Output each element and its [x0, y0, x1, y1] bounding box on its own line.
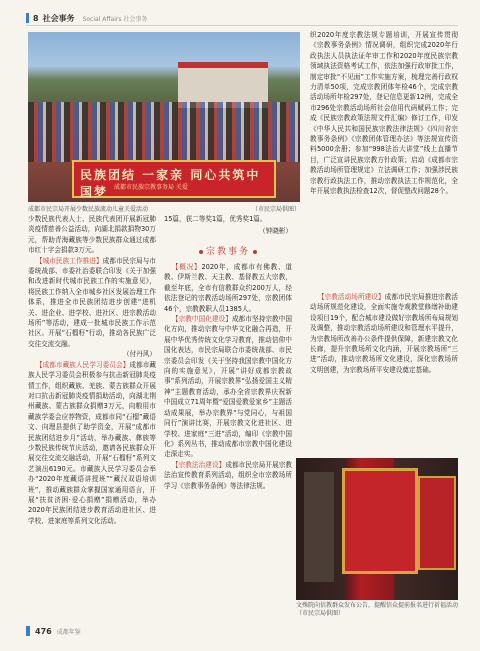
- col3-paragraph-1: 织2020年度宗教法规专题培训，开展宣传贯彻《宗教事务条例》情况调研，组织完成2020年行政执法人员执法证年审工作和2020年度民族宗教领域执法资格考试工作，依法加强行政审批工作，制定审批“不见面”工作实施方案，梳理完善行政权力清单50项，完成宗教团体年检46个，完成宗教活动场所年检297处，登记信息更新12例，完成全市296处宗教活动场所社会信用代码赋码工作；完成《民族宗教政策法规文件汇编》修订工作，印发《中华人民共和国民族宗教法律法规》《四川省宗教事务条例》《宗教团体管理办法》等法规宣传资料5000余册；参加“998法治大讲堂”线上直播节目，广泛宣讲民族宗教方针政策；启动《成都市宗教活动场所管理规定》立法调研工作；加强涉民族宗教行政执法工作，推动宗教执法工作规范化，全年开展宗教执法检查12次，督促整改问题28个。: [310, 31, 458, 196]
- section-dot-right-icon: [253, 250, 257, 254]
- column-two: [164, 262, 292, 622]
- caption-text: 成都市民宗局开展少数民族流动儿童关爱活动: [28, 206, 149, 213]
- col2-top-credit: （钟晓彬）: [259, 227, 292, 235]
- column-two-credit: [164, 226, 292, 238]
- col1-heading-2: 【成都市藏族人民学习委员会】: [35, 360, 130, 369]
- col2-heading-3: 【宗教法治建设】: [171, 460, 226, 469]
- col3-heading-2: 【宗教活动场所建设】: [317, 293, 385, 301]
- col1-paragraph-1: 成都市民宗局与市委统战部、市委社治委联合印发《关于加强和改进新时代城市民族工作的实施意见》，将民族工作纳入全市城乡社区发展治理工作体系，推进全市民族团结进步创建“进机关、进企业、进学校、进社区、进宗教活动场所”等活动，建成一批城市民族工作示范社区。开展“石榴籽”行动，推动各民族广泛交往交流交融。: [28, 256, 156, 348]
- col2-top-text: 15篇，获二等奖1篇，优秀奖1篇。: [164, 215, 267, 223]
- banner-subtext: 成都市民族宗教事务局 关爱: [114, 184, 188, 191]
- header-page-number: 8: [33, 13, 39, 23]
- footer-accent-bar: [26, 626, 30, 636]
- caption-credit: （市民宗局供图）: [251, 206, 300, 213]
- column-one: [28, 214, 156, 622]
- header-section: 社会事务: [42, 13, 75, 23]
- photo-red-board-side: [418, 476, 456, 570]
- footer-magazine-name: 成都年鉴: [56, 628, 81, 636]
- banner-text: 民族团结 一家亲 同心共筑中国梦: [80, 168, 261, 199]
- page-footer: [26, 626, 81, 636]
- col2-paragraph-2: 成都市坚持宗教中国化方向，推动宗教与中华文化融合再造，开展中华优秀传统文化学习教育，推动信仰中国化表达，市民宗局联合市委统战部、市民宗委员会印发《关于坚持我国宗教中国化方向的实施意见》，开展“讲好成都宗教故事”系列活动，开展宗教界“弘扬爱国主义精神”主题教育活动，承办全省宗教界庆祝新中国成立71周年暨“爱国爱教爱家乡”主题活动成果展，举办宗教界“与党同心，与祖国同行”演讲比赛，开展宗教文化进社区、进学校、进家庭“三进”活动，编印《宗教中国化》系列丛书，推动成都市宗教中国化建设走深走实。: [164, 315, 292, 459]
- header-accent-bar: [26, 13, 29, 23]
- section-title-text: 宗教事务: [206, 247, 251, 257]
- page-header: [26, 12, 147, 24]
- column-three-top: [310, 30, 458, 288]
- header-section-en: Social Affairs 社会事务: [82, 15, 148, 23]
- col2-paragraph-3: 成都市民宗局开展宗教法治宣传教育系列活动，组织全市宗教场所学习《宗教事务条例》等法律法规。: [164, 460, 292, 490]
- photo-crowd: [28, 102, 300, 162]
- col2-heading-1: 【概况】: [171, 263, 202, 271]
- section-dot-left-icon: [199, 250, 203, 254]
- col3-paragraph-2: 成都市民宗局推进宗教活动场所规范化建设，全面实施寺观教堂修缮补助建设项目19个，配合城市建设做好宗教场所布局规划及调整，推动宗教活动场所建设和管理水平提升，为宗教场所改善办公条件提供保障，新建宗教文化长廊，提升宗教场所文化内涵，开展宗教场所“三进”活动，推动宗教场所文化建设，深化宗教场所文明创建，为宗教场所平安建设奠定基础。: [310, 293, 458, 374]
- section-title: [196, 244, 260, 257]
- temple-caption-text: 文殊院向信教群众发布公告，提醒信众提前报名进行祈福活动: [296, 602, 459, 609]
- photo-caption: [28, 204, 300, 213]
- temple-photo-caption: [296, 602, 458, 618]
- column-three-bottom: [310, 292, 458, 454]
- col2-heading-2: 【宗教中国化建设】: [171, 315, 232, 324]
- col1-paragraph-0: 少数民族代表人士、民族代表团开展新冠肺炎疫情慈善公益活动，向湖北捐款捐物30万元，帮助青海藏族等少数民族群众通过成都市红十字会捐款3万元。: [28, 215, 156, 255]
- col1-credit-1: （付丹风）: [123, 350, 156, 359]
- photo-banner: [72, 160, 276, 198]
- photo-pedestal: [304, 472, 334, 582]
- col1-paragraph-2: 成都市藏族人民学习委员会积极参与抗击新冠肺炎疫情工作，组织藏族、羌族、蒙古族群众开展对口抗击新冠肺炎疫情捐助活动，向湖北荆州藏族、蒙古族群众捐赠3万元，向粮用市藏族学委会应荐物资，成都市同“石榴”藏语文、向理县提供了助学资金，开展“成都市民族团结进步月”活动，举办藏族、彝族等少数民族传统节庆活动，邀请各民族群众开展交往交流交融活动，开展“石榴籽”系列文艺演出6190元。市藏族人民学习委员会举办“2020年度藏语讲授班”“藏汉双语培训班”，推动藏族群众掌握国家通用语言，开展“扶贫济困·爱心捐赠”捐赠活动，举办2020年民族团结进步教育活动进社区、进学校、进家庭等系列文化活动。: [28, 360, 156, 525]
- photo-red-board: [342, 468, 418, 574]
- event-photo: [28, 32, 300, 202]
- temple-caption-credit: （市民宗局供图）: [296, 610, 345, 617]
- col1-heading-1: 【城市民族工作推进】: [35, 256, 103, 265]
- temple-photo: [296, 458, 458, 600]
- col2-paragraph-1: 2020年，成都市有佛教、道教、伊斯兰教、天主教、基督教五大宗教，截至年底，全市有信教群众约200万人，经依法登记的宗教活动场所297处，宗教团体46个，宗教教职人员1385人。: [164, 263, 292, 313]
- footer-page-number: 476: [35, 626, 52, 636]
- header-divider: [26, 25, 458, 26]
